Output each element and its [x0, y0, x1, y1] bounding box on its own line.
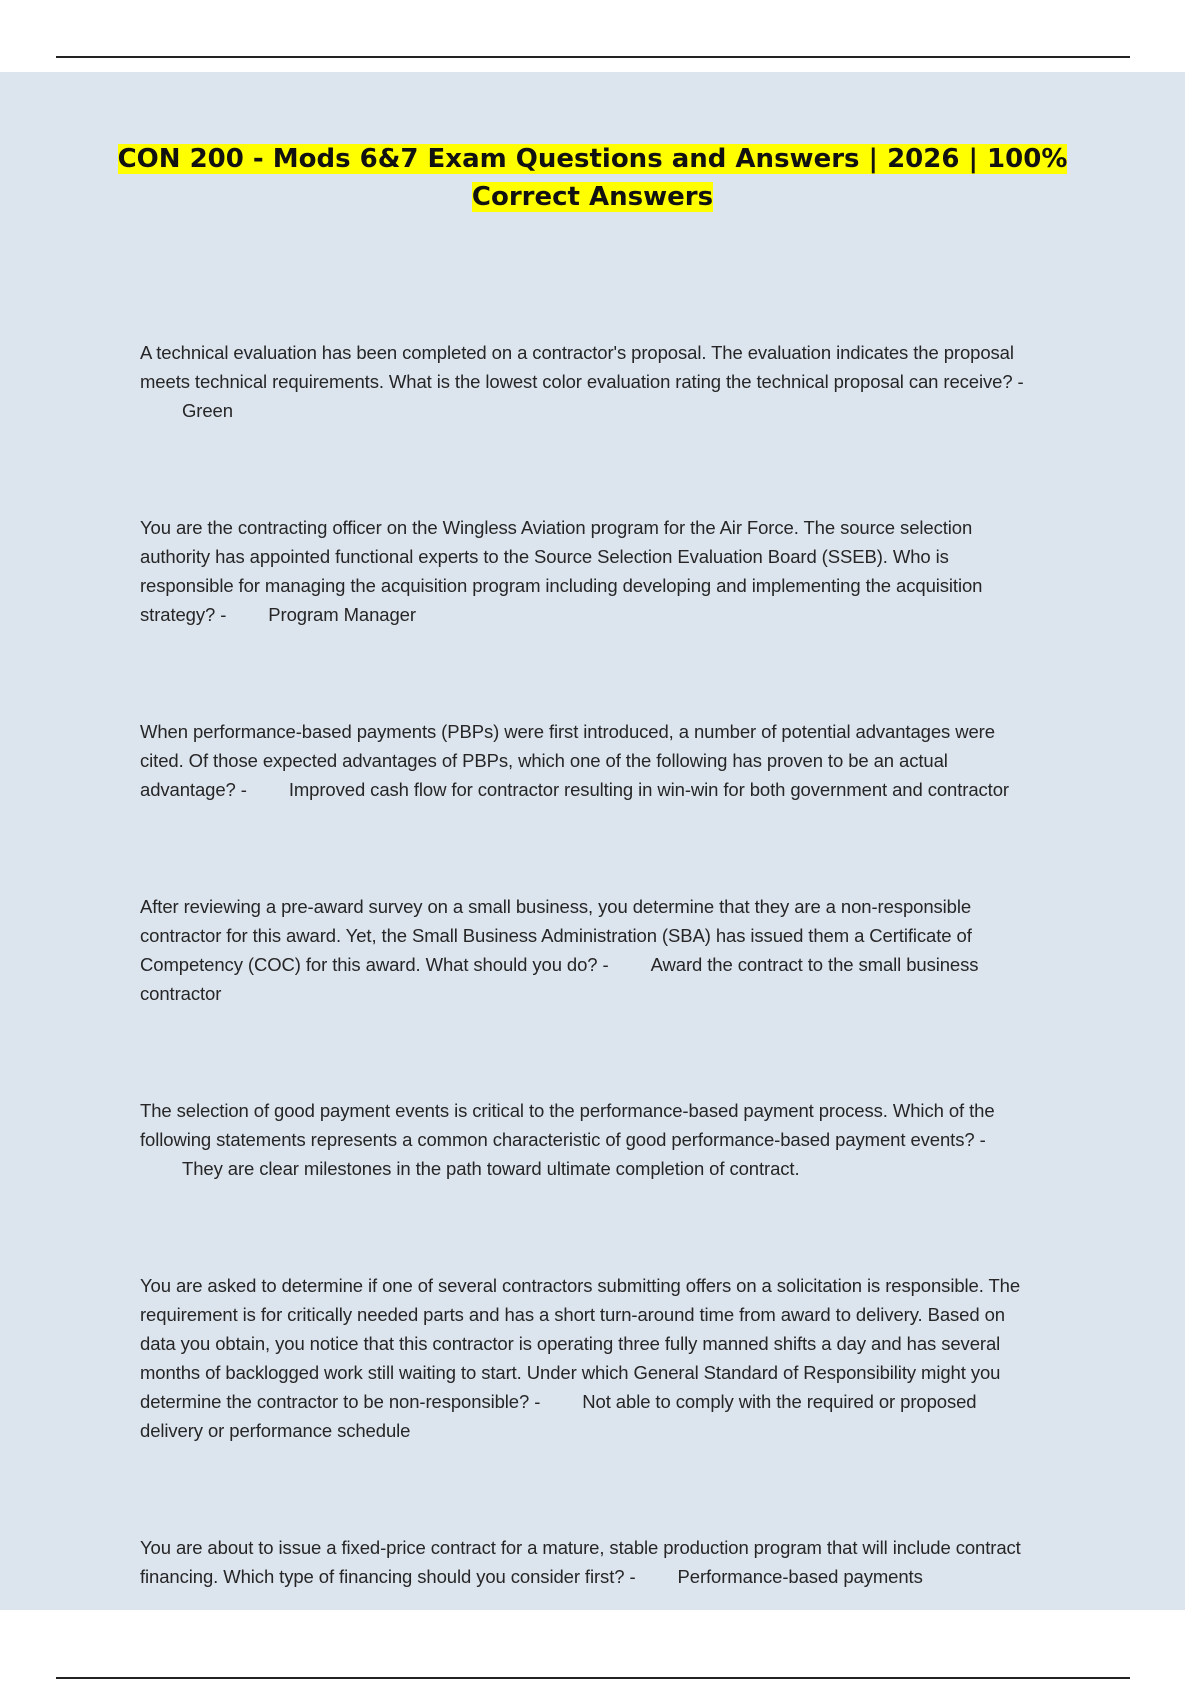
answer-text: Award the contract to the small business contractor [140, 954, 979, 1004]
qa-item [140, 513, 1040, 629]
question-text: You are about to issue a fixed-price contract for a mature, stable production program that will include contract financing. Which type of financing should you consider first? - [140, 1537, 1021, 1587]
answer-text: Improved cash flow for contractor resulting in win-win for both government and contractor [288, 779, 1009, 800]
answer-text: Not able to comply with the required or proposed delivery or performance schedule [140, 1391, 977, 1441]
qa-item [140, 892, 1040, 1008]
qa-item [140, 717, 1040, 804]
question-text: You are asked to determine if one of several contractors submitting offers on a solicitation is responsible. The requirement is for critically needed parts and has a short turn-around time from award to delivery. Based on data you obtain, you notice that this contractor is operating three fully manned shifts a day and has several months of backlogged work still waiting to start. Under which General Standard of Responsibility might you determine the contractor to be non-responsible? - [140, 1275, 1021, 1412]
question-text: The selection of good payment events is critical to the performance-based payment process. Which of the following statements represents a common characteristic of good performance-based payment events? - [140, 1100, 995, 1150]
answer-text: Performance-based payments [677, 1566, 923, 1587]
question-text: When performance-based payments (PBPs) were first introduced, a number of potential advantages were cited. Of those expected advantages of PBPs, which one of the following has proven to be an actual advantage? - [140, 721, 995, 800]
title-block [100, 140, 1085, 216]
qa-item [140, 338, 1040, 425]
question-text: After reviewing a pre-award survey on a small business, you determine that they are a non-responsible contractor for this award. Yet, the Small Business Administration (SBA) has issued them a Certificate of Competency (COC) for this award. What should you do? - [140, 896, 972, 975]
top-rule [56, 56, 1130, 58]
question-text: You are the contracting officer on the Wingless Aviation program for the Air Force. The source selection authority has appointed functional experts to the Source Selection Evaluation Board (SSEB). Who is responsible for managing the acquisition program including developing and implementing the acquisition strategy? - [140, 517, 983, 625]
bottom-rule [56, 1677, 1130, 1679]
answer-text: Green [182, 400, 233, 421]
question-text: A technical evaluation has been completed on a contractor's proposal. The evaluation indicates the proposal meets technical requirements. What is the lowest color evaluation rating the technical proposal can receive? - [140, 342, 1024, 392]
qa-item [140, 1271, 1040, 1445]
qa-item [140, 1096, 1040, 1183]
answer-text: They are clear milestones in the path toward ultimate completion of contract. [182, 1158, 800, 1179]
qa-list [140, 338, 1040, 1679]
document-title: CON 200 - Mods 6&7 Exam Questions and Answers | 2026 | 100% Correct Answers [117, 144, 1068, 212]
answer-text: Program Manager [268, 604, 416, 625]
qa-item [140, 1533, 1040, 1591]
